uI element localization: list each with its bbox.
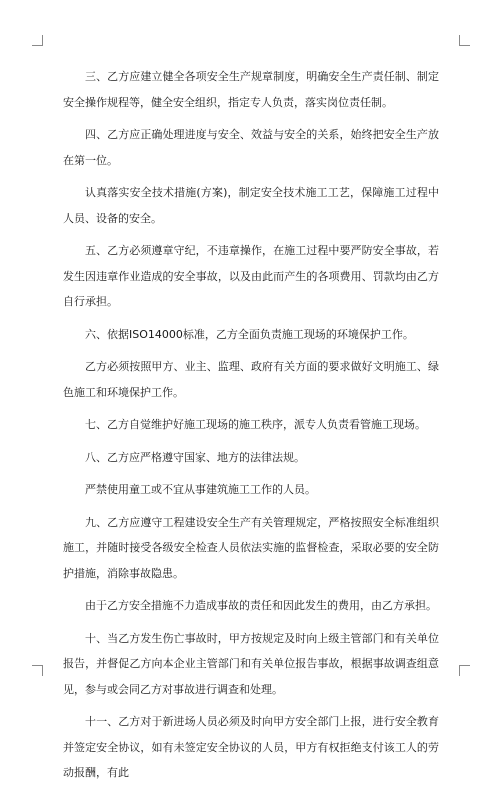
- paragraph-clause-4: 四、乙方应正确处理进度与安全、效益与安全的关系，始终把安全生产放在第一位。: [63, 128, 439, 167]
- crop-mark-bottom-left: [32, 665, 43, 676]
- crop-mark-top-left: [32, 35, 43, 46]
- paragraph-clause-5: 五、乙方必须遵章守纪，不违章操作，在施工过程中要严防安全事故，若发生因违章作业造成的安全事故，以及由此而产生的各项费用、罚款均由乙方自行承担。: [63, 244, 439, 308]
- paragraph-safety-measures: 认真落实安全技术措施(方案)，制定安全技术施工工艺，保障施工过程中人员、设备的安全。: [63, 186, 439, 225]
- paragraph-liability: 由于乙方安全措施不力造成事故的责任和因此发生的费用，由乙方承担。: [85, 599, 437, 612]
- crop-mark-bottom-right: [459, 665, 470, 676]
- crop-mark-top-right: [459, 35, 470, 46]
- paragraph-child-labor: 严禁使用童工或不宜从事建筑施工工作的人员。: [85, 483, 316, 496]
- paragraph-civilized-construction: 乙方必须按照甲方、业主、监理、政府有关方面的要求做好文明施工、绿色施工和环境保护工作。: [63, 360, 439, 399]
- document-body: [63, 64, 439, 786]
- paragraph-clause-3: 三、乙方应建立健全各项安全生产规章制度，明确安全生产责任制、制定安全操作规程等，健全安全组织，指定专人负责，落实岗位责任制。: [63, 70, 439, 109]
- paragraph-clause-8: 八、乙方应严格遵守国家、地方的法律法规。: [85, 450, 305, 464]
- paragraph-clause-11: 十一、乙方对于新进场人员必须及时向甲方安全部门上报，进行安全教育并签定安全协议，如有未签定安全协议的人员，甲方有权拒绝支付该工人的劳动报酬，有此: [63, 715, 439, 779]
- paragraph-clause-7: 七、乙方自觉维护好施工现场的施工秩序，派专人负责看管施工现场。: [85, 418, 426, 431]
- paragraph-clause-10: 十、当乙方发生伤亡事故时，甲方按规定及时向上级主管部门和有关单位报告，并督促乙方向本企业主管部门和有关单位报告事故，根据事故调查组意见，参与或会同乙方对事故进行调查和处理。: [63, 631, 439, 696]
- paragraph-clause-9: 九、乙方应遵守工程建设安全生产有关管理规定，严格按照安全标准组织施工，并随时接受各级安全检查人员依法实施的监督检查，采取必要的安全防护措施，消除事故隐患。: [63, 515, 439, 580]
- paragraph-clause-6: 六、依据ISO14000标准，乙方全面负责施工现场的环境保护工作。: [85, 327, 414, 341]
